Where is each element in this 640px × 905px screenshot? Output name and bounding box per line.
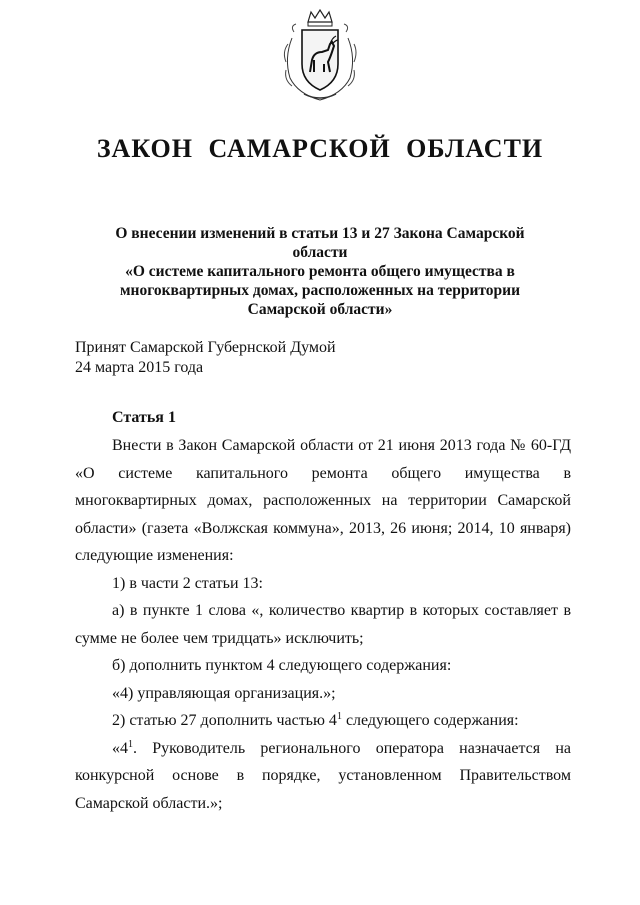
superscript: 1 <box>128 738 133 750</box>
law-subject <box>90 224 550 319</box>
paragraph: б) дополнить пунктом 4 следующего содержания: <box>112 657 452 674</box>
law-title: ЗАКОН САМАРСКОЙ ОБЛАСТИ <box>96 134 544 163</box>
paragraph-text: . Руководитель регионального оператора назначается на конкурсной основе в порядке, установленном Правительством Самарской области.»; <box>75 739 571 812</box>
law-subject-line: О внесении изменений в статьи 13 и 27 Закона Самарской области <box>115 225 525 261</box>
adopted-date: 24 марта 2015 года <box>75 359 204 376</box>
paragraph: «4) управляющая организация.»; <box>112 684 336 702</box>
superscript: 1 <box>336 711 342 722</box>
paragraph <box>75 735 571 818</box>
paragraph-text: «4 <box>112 739 128 757</box>
paragraph: 1) в части 2 статьи 13: <box>112 574 263 592</box>
paragraph: а) в пункте 1 слова «, количество квартир в которых составляет в сумме не более чем тридцать» исключить; <box>75 602 571 647</box>
law-subject-line: многоквартирных домах, расположенных на территории <box>119 282 521 299</box>
article-heading: Статья 1 <box>112 409 176 426</box>
paragraph-text: 2) статью 27 дополнить частью 4 <box>112 712 337 729</box>
adopted-by: Принят Самарской Губернской Думой <box>75 339 336 356</box>
adoption-note <box>75 338 336 378</box>
paragraph <box>75 707 571 735</box>
paragraph-text: следующего содержания: <box>341 712 519 729</box>
law-subject-line: Самарской области» <box>247 301 393 318</box>
article-body <box>75 432 571 817</box>
samara-coat-of-arms-icon <box>280 8 360 104</box>
law-subject-line: «О системе капитального ремонта общего имущества в <box>125 263 515 280</box>
paragraph: Внести в Закон Самарской области от 21 июня 2013 года № 60-ГД «О системе капитального ремонта общего имущества в многоквартирных домах, расположенных на территории Самарской области» (газета «Волжская коммуна», 2013, 26 июня; 2014, 10 января) следующие изменения: <box>75 437 571 564</box>
